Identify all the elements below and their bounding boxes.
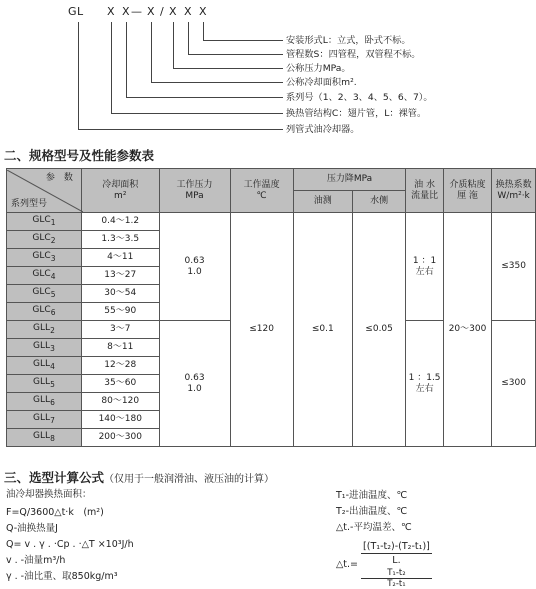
area-cell: 0.4～1.2 [81, 213, 159, 231]
formula-left-4: v . -油量m³/h [6, 555, 66, 566]
header-viscosity: 介质粘度 厘 沲 [443, 169, 491, 213]
header-ratio: 油 水 流量比 [406, 169, 444, 213]
model-cell: $GLL_3$ [7, 339, 82, 357]
formula-log: L. [392, 555, 401, 566]
legend-install-type: 安装形式L：立式，卧式不标。 [286, 35, 411, 46]
formula-inner-den: T₂-t₁ [387, 578, 406, 589]
model-cell: $GLL_2$ [7, 321, 82, 339]
l-ratio-note: 左右 [415, 383, 434, 394]
area-cell: 200～300 [81, 429, 159, 447]
code-slot-6: X [199, 5, 208, 18]
c-ratio-note: 左右 [415, 266, 434, 277]
l-pressure-value-2: 1.0 [187, 383, 202, 394]
c-pressure-value-1: 0.63 [184, 255, 205, 266]
formula-lhs: △t.= [336, 558, 359, 570]
formula-fraction [361, 541, 432, 589]
header-pressure-unit: MPa [185, 190, 204, 201]
legend-series-number: 系列号（1、2、3、4、5、6、7）。 [286, 92, 433, 103]
formula-t1: T₁-进油温度、℃ [336, 490, 408, 501]
header-drop: 压力降MPa [293, 169, 406, 191]
area-cell: 12～28 [81, 357, 159, 375]
spec-table [6, 168, 536, 447]
legend-tube-structure: 换热管结构C：翅片管，L：裸管。 [286, 108, 427, 119]
legend-nominal-pressure: 公称压力MPa。 [286, 63, 351, 74]
area-cell: 13～27 [81, 267, 159, 285]
formula-inner-num: T₁-t₂ [361, 568, 432, 579]
code-slot-5: X [184, 5, 193, 18]
code-slash: / [160, 5, 165, 18]
model-cell: $GLC_2$ [7, 231, 82, 249]
code-slot-4: X [169, 5, 178, 18]
area-cell: 80～120 [81, 393, 159, 411]
diag-bottom-label: 系列型号 [11, 198, 48, 209]
code-dash: — [131, 5, 143, 18]
model-cell: $GLL_5$ [7, 375, 82, 393]
drop-oil-cell: ≤0.1 [293, 213, 352, 447]
area-cell: 3～7 [81, 321, 159, 339]
formula-numerator: [(T₁-t₂)-(T₂-t₁)] [363, 541, 430, 552]
formula-t2: T₂-出油温度、℃ [336, 506, 408, 517]
formula-tm: △t.-平均温差、℃ [336, 522, 412, 533]
header-drop-oil: 油测 [293, 191, 352, 213]
model-cell: $GLL_6$ [7, 393, 82, 411]
header-area-label: 冷却面积 [102, 179, 139, 190]
c-coef-cell: ≤350 [492, 213, 536, 321]
l-coef-cell: ≤300 [492, 321, 536, 447]
diag-header-cell [7, 169, 82, 213]
diag-top-label: 参 数 [45, 172, 73, 183]
area-cell: 55～90 [81, 303, 159, 321]
l-ratio-cell [406, 321, 444, 447]
l-ratio-value: 1 ：1.5 [408, 372, 441, 383]
model-cell: $GLL_7$ [7, 411, 82, 429]
model-cell: $GLC_5$ [7, 285, 82, 303]
code-slot-3: X [147, 5, 156, 18]
section-3-title [4, 468, 274, 486]
area-cell: 140～180 [81, 411, 159, 429]
formula-left-5: γ . -油比重、取850kg/m³ [6, 571, 118, 582]
model-cell: $GLC_1$ [7, 213, 82, 231]
formula-inner-fraction [361, 568, 432, 589]
header-pressure [159, 169, 230, 213]
header-temp-label: 工作温度 [243, 179, 280, 190]
header-pressure-label: 工作压力 [176, 179, 213, 190]
section-3-heading: 三、选型计算公式 [4, 470, 105, 485]
section-2-title: 二、规格型号及性能参数表 [4, 148, 155, 163]
model-cell: $GLL_4$ [7, 357, 82, 375]
model-code-prefix: GL [68, 5, 84, 18]
section-3-note: （仅用于一般润滑油、液压油的计算） [104, 474, 275, 485]
c-ratio-value: 1 ：1 [412, 255, 437, 266]
header-area [81, 169, 159, 213]
area-cell: 8～11 [81, 339, 159, 357]
formula-denominator [361, 554, 432, 589]
legend-cooling-area: 公称冷却面积m². [286, 77, 357, 88]
drop-water-cell: ≤0.05 [352, 213, 405, 447]
model-cell: $GLC_4$ [7, 267, 82, 285]
header-coefficient: 换热系数 W/m²·k [492, 169, 536, 213]
model-cell: $GLL_8$ [7, 429, 82, 447]
code-slot-1: X [107, 5, 116, 18]
legend-cooler-type: 列管式油冷却器。 [286, 124, 360, 135]
code-slot-2: X [122, 5, 131, 18]
formula-left-3: Q= v . γ . ·Cp . ·△T ×10³J/h [6, 539, 134, 550]
area-cell: 1.3～3.5 [81, 231, 159, 249]
model-cell: $GLC_6$ [7, 303, 82, 321]
l-pressure-value-1: 0.63 [184, 372, 205, 383]
viscosity-cell: 20～300 [443, 213, 491, 447]
area-cell: 30～54 [81, 285, 159, 303]
header-drop-water: 水侧 [352, 191, 405, 213]
formula-left-1: F=Q/3600△t·k (m²) [6, 507, 104, 518]
formula-left-0: 油冷却器换热面积： [6, 489, 92, 500]
c-pressure-value-2: 1.0 [187, 266, 202, 277]
header-temp-unit: ℃ [256, 190, 267, 201]
header-area-unit: m² [114, 190, 127, 201]
c-ratio-cell [406, 213, 444, 321]
mean-temp-formula [336, 541, 432, 589]
area-cell: 35～60 [81, 375, 159, 393]
c-pressure-cell [159, 213, 230, 321]
formula-left-2: Q-油换热量J [6, 523, 58, 534]
l-pressure-cell [159, 321, 230, 447]
legend-tube-passes: 管程数S：四管程，双管程不标。 [286, 49, 421, 60]
header-temp [230, 169, 293, 213]
model-cell: $GLC_3$ [7, 249, 82, 267]
area-cell: 4～11 [81, 249, 159, 267]
temp-cell: ≤120 [230, 213, 293, 447]
